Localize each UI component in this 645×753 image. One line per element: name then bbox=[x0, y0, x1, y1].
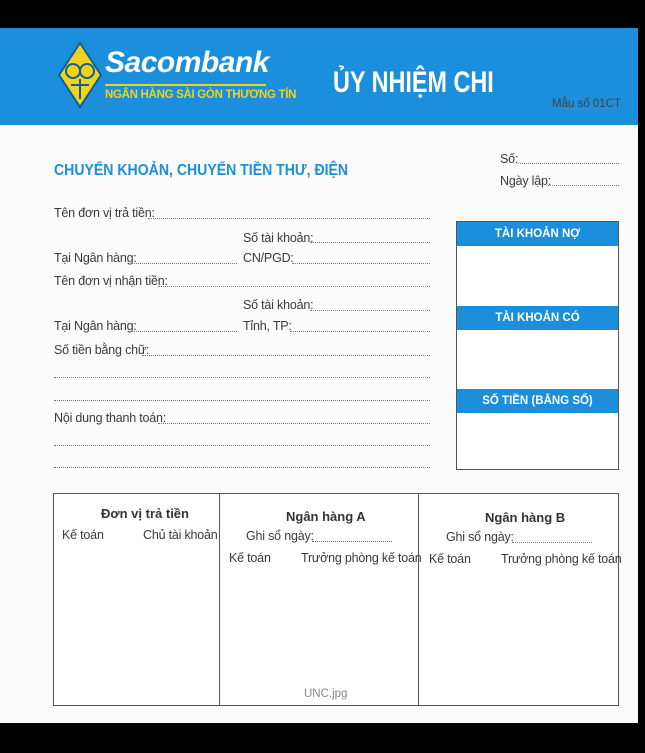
bank-a-date-field[interactable] bbox=[312, 541, 392, 542]
amount-words-line-3[interactable] bbox=[54, 400, 430, 401]
column-divider bbox=[418, 494, 419, 705]
content-line-3[interactable] bbox=[54, 467, 430, 468]
payer-branch-field[interactable] bbox=[292, 263, 430, 264]
payer-branch-label: CN/PGD: bbox=[243, 251, 294, 265]
content-field[interactable] bbox=[158, 423, 430, 424]
header-band bbox=[0, 28, 638, 125]
bank-a-chief-label: Trưởng phòng kế toán bbox=[301, 551, 422, 565]
payee-province-field[interactable] bbox=[290, 331, 430, 332]
content-line-2[interactable] bbox=[54, 445, 430, 446]
payee-account-field[interactable] bbox=[310, 310, 430, 311]
accounts-box bbox=[456, 221, 619, 470]
amount-words-label: Số tiền bằng chữ: bbox=[54, 343, 150, 357]
payee-bank-field[interactable] bbox=[131, 331, 237, 332]
bank-a-date-label: Ghi sổ ngày: bbox=[246, 529, 314, 543]
payee-name-field[interactable] bbox=[158, 286, 430, 287]
payee-bank-label: Tại Ngân hàng: bbox=[54, 319, 137, 333]
payee-account-label: Số tài khoản: bbox=[243, 298, 314, 312]
bank-b-accountant-label: Kế toán bbox=[429, 552, 471, 566]
payment-order-form bbox=[0, 28, 638, 723]
watermark-filename: UNC.jpg bbox=[304, 688, 348, 700]
number-field[interactable] bbox=[518, 163, 619, 164]
payer-account-label: Số tài khoản: bbox=[243, 231, 314, 245]
bank-b-date-label: Ghi sổ ngày: bbox=[446, 530, 514, 544]
bank-b-date-field[interactable] bbox=[512, 542, 592, 543]
payer-signature-title: Đơn vị trả tiền bbox=[101, 506, 189, 521]
bank-subtitle: NGÂN HÀNG SÀI GÒN THƯƠNG TÍN bbox=[105, 89, 297, 101]
credit-account-header: TÀI KHOẢN CÓ bbox=[457, 306, 618, 330]
payer-name-label: Tên đơn vị trả tiền: bbox=[54, 206, 155, 220]
amount-words-field[interactable] bbox=[142, 355, 430, 356]
document-title: ỦY NHIỆM CHI bbox=[333, 66, 494, 99]
signature-table bbox=[53, 493, 622, 706]
bank-name: Sacombank bbox=[105, 46, 269, 79]
content-label: Nội dung thanh toán: bbox=[54, 411, 167, 425]
payer-bank-label: Tại Ngân hàng: bbox=[54, 251, 137, 265]
payee-name-label: Tên đơn vị nhận tiền: bbox=[54, 274, 168, 288]
sacombank-logo-icon bbox=[57, 41, 103, 109]
amount-number-header: SỐ TIỀN (BẰNG SỐ) bbox=[457, 389, 618, 413]
date-field[interactable] bbox=[548, 185, 619, 186]
logo-underline bbox=[105, 84, 266, 86]
payer-owner-label: Chủ tài khoản bbox=[143, 528, 218, 542]
bank-a-accountant-label: Kế toán bbox=[229, 551, 271, 565]
debit-account-header: TÀI KHOẢN NỢ bbox=[457, 222, 618, 246]
column-divider bbox=[219, 494, 220, 705]
payer-account-field[interactable] bbox=[310, 242, 430, 243]
form-code: Mẫu số 01CT bbox=[552, 98, 622, 110]
bank-a-title: Ngân hàng A bbox=[286, 509, 366, 524]
amount-words-line-2[interactable] bbox=[54, 377, 430, 378]
payer-accountant-label: Kế toán bbox=[62, 528, 104, 542]
date-label: Ngày lập: bbox=[500, 174, 552, 188]
bank-b-chief-label: Trưởng phòng kế toán bbox=[501, 552, 622, 566]
payer-bank-field[interactable] bbox=[131, 263, 237, 264]
section-title: CHUYỂN KHOẢN, CHUYỂN TIỀN THƯ, ĐIỆN bbox=[54, 162, 349, 179]
number-label: Số: bbox=[500, 152, 519, 166]
payer-name-field[interactable] bbox=[148, 218, 430, 219]
bank-b-title: Ngân hàng B bbox=[485, 510, 566, 525]
payee-province-label: Tỉnh, TP: bbox=[243, 319, 292, 333]
